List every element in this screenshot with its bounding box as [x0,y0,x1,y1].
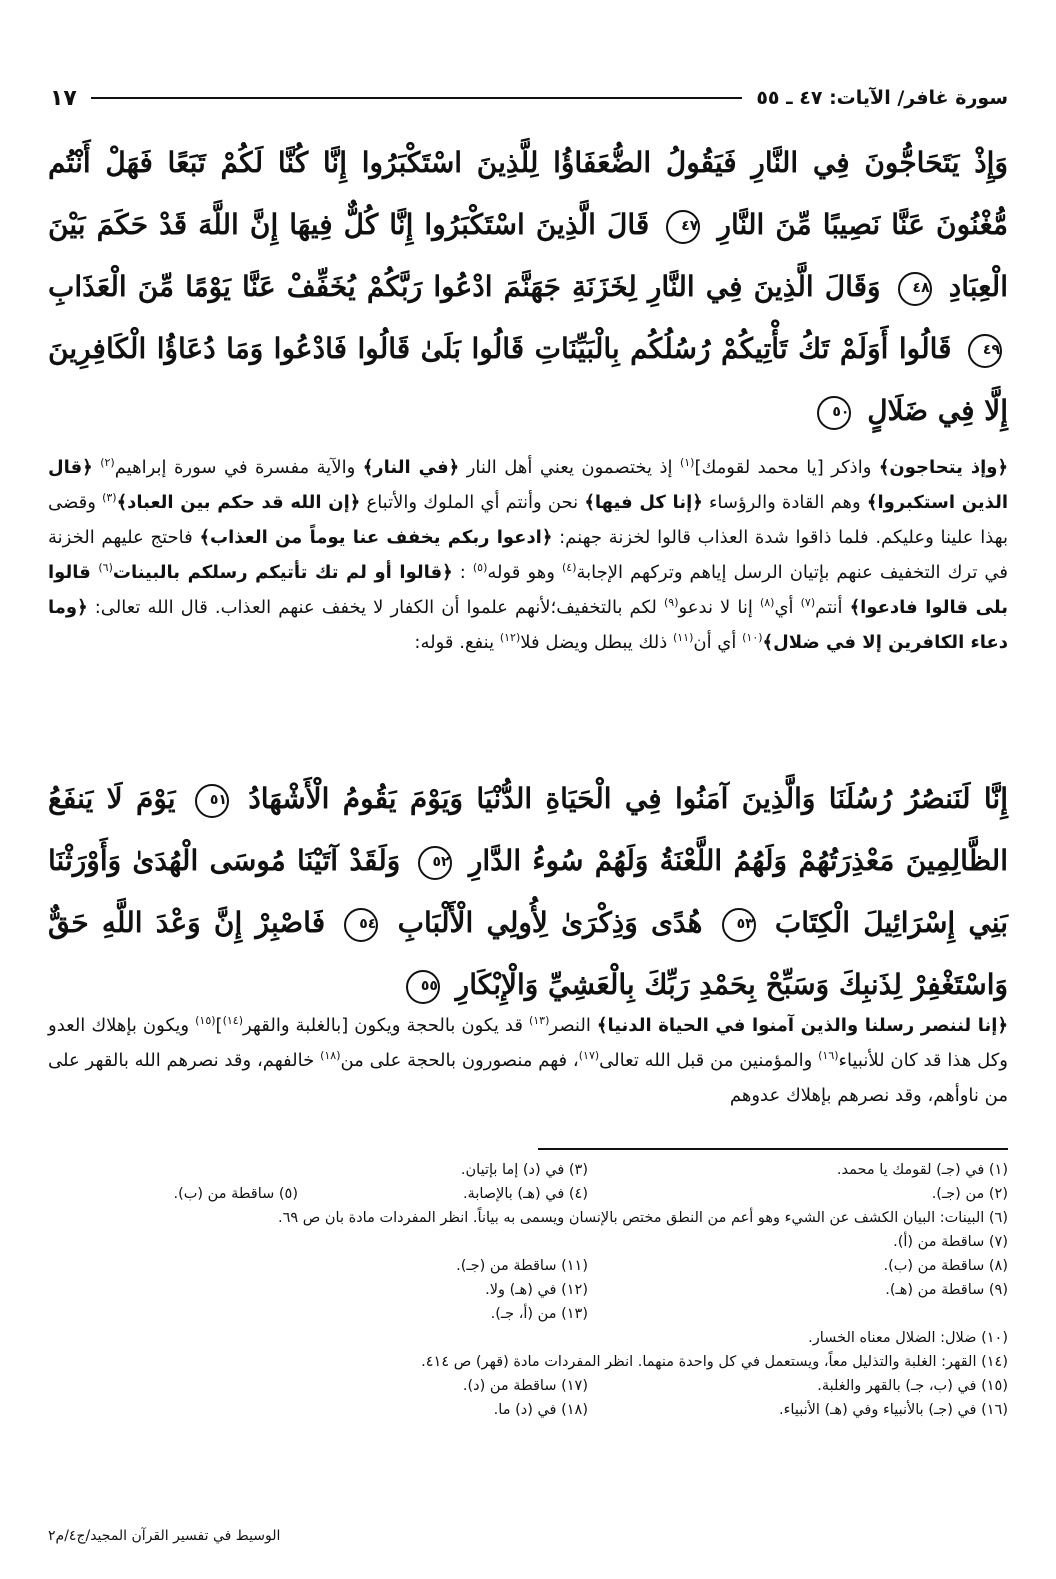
ayah-number-marker: ٥٣ [722,908,756,942]
footnote-row [48,1302,1008,1326]
footnote: (١٣) من (أ، جـ). [490,1306,588,1322]
footnote-row [48,1398,1008,1422]
quoted-verse: ﴿وما دعاء الكافرين إلا في ضلال﴾ [48,597,1008,653]
ayah-number-marker: ٥٢ [418,846,452,880]
footnote-ref: (١٥) [195,1014,216,1027]
footnote-row [48,1254,1008,1278]
commentary-text: واذكر [يا محمد لقومك] [694,457,879,478]
commentary-block-1 [48,450,1008,760]
footnote: (٨) ساقطة من (ب). [883,1258,1008,1274]
quoted-verse: ﴿قال الذين استكبروا﴾ [48,457,1008,513]
quoted-verse: ﴿ادعوا ربكم يخفف عنا يوماً من العذاب﴾ [199,527,553,548]
footnote-ref: (٨) [759,596,775,609]
footnote: (١٨) في (د) ما. [493,1402,588,1418]
footnote: (١٥) في (ب، جـ) بالقهر والغلبة. [817,1378,1008,1394]
footnote-row [48,1350,1008,1374]
footnote-ref: (١٦) [818,1049,839,1062]
footnote-row [48,1206,1008,1230]
footnote: (٤) في (هـ) بالإصابة. [462,1186,588,1202]
footnote-ref: (١٠) [742,631,763,644]
commentary-text: خالفهم، وقد نصرهم الله بالقهر على من ناوأهم، وقد نصرهم بإهلاك عدوهم [48,1050,1008,1106]
footnote-row [48,1326,1008,1350]
footnote: (٧) ساقطة من (أ). [893,1234,1008,1250]
verse-text: إِنَّا لَنَنصُرُ رُسُلَنَا وَالَّذِينَ آمَنُوا فِي الْحَيَاةِ الدُّنْيَا وَيَوْمَ يَقُومُ الْأَشْهَادُ [248,782,1008,815]
commentary-text: أي أن [693,632,743,653]
footnote: (١٠) ضلال: الضلال معناه الخسار. [808,1330,1008,1346]
commentary-text: أي [774,597,801,618]
ayah-number-marker: ٥٤ [344,908,378,942]
commentary-text: ذلك يبطل ويضل فلا [520,632,673,653]
footnote-ref: (١٨) [320,1049,341,1062]
commentary-text: وقضى بهذا علينا وعليكم. فلما ذاقوا شدة العذاب قالوا لخزنة جهنم: [48,492,1008,548]
book-title-footer: الوسيط في تفسير القرآن المجيد/ج٤/م٢ [48,1528,281,1544]
footnote-ref: (١٢) [499,631,521,644]
commentary-text: وهو قوله [487,562,562,583]
footnote: (١١) ساقطة من (جـ). [456,1258,588,1274]
ayah-number-marker: ٥١ [195,784,229,818]
footnote-ref: (٢) [100,456,115,469]
ayah-number-marker: ٥٠ [817,396,851,430]
commentary-text: إنا لا ندعو [678,597,760,618]
verse-text: وَلَقَدْ آتَيْنَا مُوسَى الْهُدَىٰ وَأَوْرَثْنَا بَنِي إِسْرَائِيلَ الْكِتَابَ [48,844,1009,939]
commentary-text: والمؤمنين من قبل الله تعالى [599,1050,819,1071]
quoted-verse: ﴿وإذ يتحاجون﴾ [878,457,1008,478]
footnote-ref: (٣) [102,491,117,504]
footnote: (١٧) ساقطة من (د). [462,1378,588,1394]
verse-text: قَالُوا أَوَلَمْ تَكُ تَأْتِيكُمْ رُسُلُكُم بِالْبَيِّنَاتِ قَالُوا بَلَىٰ قَالُوا فَادْعُوا وَمَا دُعَاؤُا الْكَافِرِينَ إِلَّا فِي ضَلَالٍ [48,332,1008,427]
footnote-empty [588,1302,1008,1326]
footnote-ref: (٥) [472,561,488,574]
footnote-row [48,1278,1008,1302]
footnote: (١) في (جـ) لقومك يا محمد. [836,1162,1008,1178]
commentary-text: والآية مفسرة في سورة إبراهيم [114,457,363,478]
footnote-ref: (٩) [663,596,679,609]
quoted-verse: قالوا بلى قالوا فادعوا﴾ [48,562,1008,618]
header-rule [91,97,742,99]
footnote-ref: (٦) [98,561,113,574]
surah-title: سورة غافر/ الآيات: ٤٧ ـ ٥٥ [756,87,1008,109]
footnote-ref: (١٣) [528,1014,550,1027]
commentary-text: وهم القادة والرؤساء [702,492,867,513]
verse-text: وَإِذْ يَتَحَاجُّونَ فِي النَّارِ فَيَقُولُ الضُّعَفَاؤُا لِلَّذِينَ اسْتَكْبَرُوا إِنَّا كُنَّا لَكُمْ تَبَعًا فَهَلْ أَنْتُم مُّغْنُونَ عَنَّا نَصِيبًا مِّنَ النَّارِ [48,146,1009,241]
commentary-text: ويكون بإهلاك العدو وكل هذا قد كان للأنبياء [48,1015,1008,1071]
quoted-verse: ﴿إن الله قد حكم بين العباد﴾ [116,492,361,513]
ayah-number-marker: ٤٧ [666,210,700,244]
footnote-ref: (١٧) [578,1049,600,1062]
quoted-verse: ﴿إنا كل فيها﴾ [584,492,703,513]
verse-text: قَالَ الَّذِينَ اسْتَكْبَرُوا إِنَّا كُلٌّ فِيهَا إِنَّ اللَّهَ قَدْ حَكَمَ بَيْنَ الْعِبَادِ [48,208,1008,303]
footnote-empty [48,1158,298,1182]
footnote: (٥) ساقطة من (ب). [173,1186,298,1202]
footnote-ref: (١٤) [222,1014,243,1027]
footnote-row [48,1182,1008,1206]
footnote-ref: (٤) [561,561,577,574]
verse-text: هُدًى وَذِكْرَىٰ لِأُولِي الْأَلْبَابِ [397,906,703,939]
commentary-text: النصر [549,1015,597,1036]
commentary-text: : [452,562,473,583]
verse-text: فَاصْبِرْ إِنَّ وَعْدَ اللَّهِ حَقٌّ وَاسْتَغْفِرْ لِذَنبِكَ وَسَبِّحْ بِحَمْدِ رَبِّكَ بِالْعَشِيِّ وَالْإِبْكَارِ [48,906,1008,1001]
page-number: ١٧ [50,85,77,111]
footnote: (٣) في (د) إما بإتيان. [460,1162,588,1178]
footnote-row [48,1374,1008,1398]
commentary-text: قد يكون بالحجة ويكون [بالغلبة والقهر [243,1015,529,1036]
footnote-ref: (١) [679,456,695,469]
footnote-ref: (١١) [672,631,694,644]
quoted-verse: ﴿قالوا أو لم تك تأتيكم رسلكم بالبينات [112,562,453,583]
footnote-separator [538,1148,1008,1150]
commentary-text: إذ يختصمون يعني أهل النار [459,457,680,478]
verse-text: يَوْمَ لَا يَنفَعُ الظَّالِمِينَ مَعْذِرَتُهُمْ وَلَهُمُ اللَّعْنَةُ وَلَهُمْ سُوءُ الدَّارِ [48,782,1008,877]
ayah-number-marker: ٥٥ [406,970,440,1004]
footnote-row [48,1158,1008,1182]
commentary-block-2 [48,1008,1008,1118]
page-header [50,78,1008,118]
footnotes [48,1158,1008,1518]
footnote: (١٢) في (هـ) ولا. [485,1282,588,1298]
commentary-text: ] [215,1015,223,1036]
commentary-text: أنتم [815,597,850,618]
quoted-verse: ﴿إنا لننصر رسلنا والذين آمنوا في الحياة الدنيا﴾ [596,1015,1009,1036]
commentary-text: ينفع. قوله: [414,632,500,653]
footnote: (١٦) في (جـ) بالأنبياء وفي (هـ) الأنبياء. [778,1402,1008,1418]
footnote-ref: (٧) [800,596,816,609]
quran-verses-block-2 [48,768,1008,1008]
verse-text: وَقَالَ الَّذِينَ فِي النَّارِ لِخَزَنَةِ جَهَنَّمَ ادْعُوا رَبَّكُمْ يُخَفِّفْ عَنَّا يَوْمًا مِّنَ الْعَذَابِ [48,270,881,303]
footnote-row [48,1230,1008,1254]
quran-verses-block-1 [48,132,1008,446]
footnote: (٦) البينات: البيان الكشف عن الشيء وهو أعم من النطق مختص بالإنسان ويسمى به بياناً. انظر المفردات مادة بان ص ٦٩. [277,1210,1008,1226]
commentary-text: فاحتج عليهم الخزنة في ترك التخفيف عنهم بإتيان الرسل إياهم وتركهم الإجابة [48,527,1009,583]
footnote: (٢) من (جـ). [931,1186,1008,1202]
quoted-verse: ﴿في النار﴾ [362,457,460,478]
ayah-number-marker: ٤٩ [968,334,1002,368]
ayah-number-marker: ٤٨ [898,272,932,306]
footnote: (١٤) القهر: الغلبة والتذليل معاً، ويستعمل في كل واحدة منهما. انظر المفردات مادة (قهر) ص ٤١٤. [421,1354,1008,1370]
footnote: (٩) ساقطة من (هـ). [885,1282,1008,1298]
commentary-text: نحن وأنتم أي الملوك والأتباع [360,492,585,513]
commentary-text: ، فهم منصورون بالحجة على من [340,1050,579,1071]
commentary-text: لكم بالتخفيف؛لأنهم علموا أن الكفار لا يخفف عنهم العذاب. قال الله تعالى: [87,597,664,618]
